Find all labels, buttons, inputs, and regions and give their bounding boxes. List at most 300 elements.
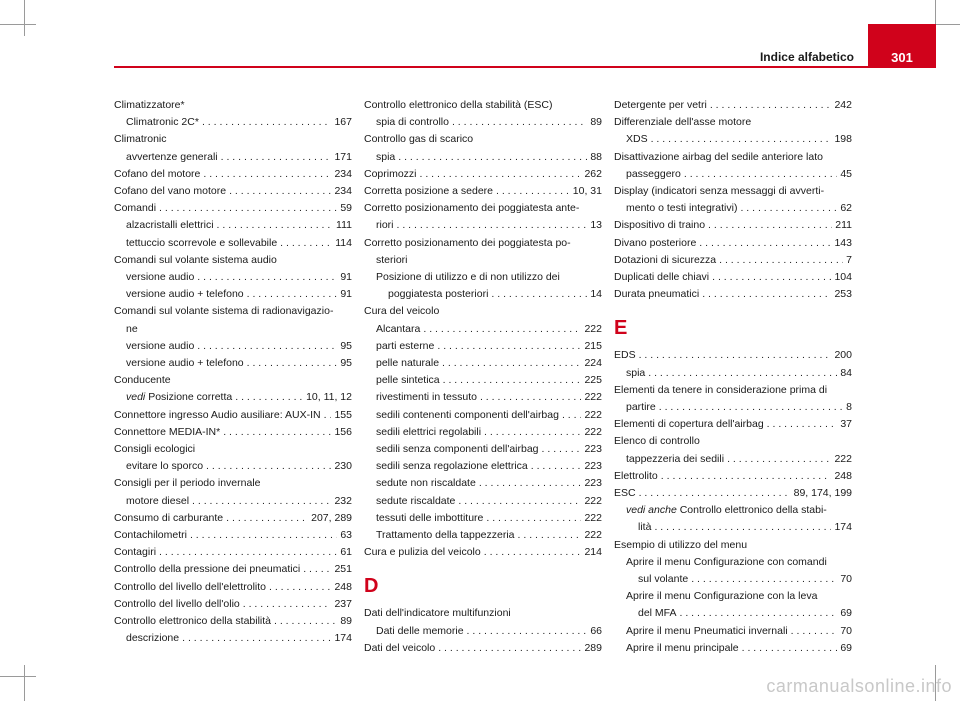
page-reference: 171 xyxy=(334,150,352,163)
entry-text: Corretto posizionamento dei poggiatesta po- xyxy=(364,236,571,249)
page-reference: 84 xyxy=(840,366,852,379)
entry-text: Durata pneumatici xyxy=(614,288,700,301)
page-reference: 289 xyxy=(584,641,602,654)
index-subentry xyxy=(114,286,352,303)
entry-text: Consumo di carburante xyxy=(114,511,224,524)
index-entry xyxy=(614,433,852,450)
index-entry xyxy=(114,166,352,183)
leader-dots xyxy=(680,605,838,622)
page-reference: 156 xyxy=(334,425,352,438)
leader-dots xyxy=(202,114,332,131)
entry-text: ne xyxy=(126,322,138,335)
index-entry xyxy=(614,149,852,183)
leader-dots xyxy=(496,183,570,200)
index-subentry xyxy=(114,355,352,372)
page-reference: 242 xyxy=(834,99,852,111)
page-reference: 59 xyxy=(340,202,352,215)
index-entry xyxy=(614,183,852,217)
index-column-2 xyxy=(364,97,602,657)
page-reference: 223 xyxy=(584,460,602,473)
leader-dots xyxy=(217,217,334,234)
leader-dots xyxy=(420,166,582,183)
entry-text: versione audio + telefono xyxy=(126,357,244,370)
entry-text: Elementi da tenere in considerazione prima di xyxy=(614,383,828,396)
entry-text: Esempio di utilizzo del menu xyxy=(614,538,748,551)
page-reference: 237 xyxy=(334,597,352,610)
entry-text: Detergente per vetri xyxy=(614,99,707,111)
leader-dots xyxy=(659,399,843,416)
leader-dots xyxy=(651,131,832,148)
entry-text: Differenziale dell'asse motore xyxy=(614,116,752,129)
index-entry xyxy=(114,613,352,630)
entry-text: sedute riscaldate xyxy=(376,494,456,507)
entry-text: vedi Posizione corretta xyxy=(126,391,233,404)
index-entry xyxy=(364,544,602,561)
entry-text: Controllo del livello dell'elettrolito xyxy=(114,580,266,593)
entry-text: Contagiri xyxy=(114,546,157,559)
index-subentry xyxy=(364,114,602,131)
index-subentry xyxy=(114,338,352,355)
index-entry xyxy=(614,114,852,131)
leader-dots xyxy=(691,571,837,588)
index-column-3 xyxy=(614,97,852,657)
page-reference: 70 xyxy=(840,624,852,637)
page-reference: 88 xyxy=(590,150,602,163)
leader-dots xyxy=(562,407,582,424)
page-reference: 91 xyxy=(340,271,352,284)
index-entry xyxy=(114,424,352,441)
index-column-1 xyxy=(114,97,352,648)
leader-dots xyxy=(192,493,331,510)
entry-text: spia di controllo xyxy=(376,116,449,129)
index-entry xyxy=(114,475,352,492)
leader-dots xyxy=(518,527,582,544)
page-reference: 234 xyxy=(334,167,352,180)
index-entry xyxy=(114,596,352,613)
entry-text: steriori xyxy=(376,253,408,266)
entry-text: Conducente xyxy=(114,374,171,387)
index-subentry xyxy=(114,217,352,234)
entry-text: Aprire il menu Configurazione con comandi xyxy=(626,555,827,568)
entry-text: Connettore ingresso Audio ausiliare: AUX-IN xyxy=(114,408,321,421)
section-letter: E xyxy=(614,317,628,340)
index-entry xyxy=(364,166,602,183)
entry-text: Climatronic 2C* xyxy=(126,116,199,129)
entry-text: sedute non riscaldate xyxy=(376,477,476,490)
entry-text: tettuccio scorrevole e sollevabile xyxy=(126,236,278,249)
index-subentry xyxy=(364,149,602,166)
index-subentry xyxy=(364,424,602,441)
leader-dots xyxy=(486,510,581,527)
index-entry xyxy=(614,217,852,234)
index-entry xyxy=(614,286,852,303)
entry-text: Elementi di copertura dell'airbag xyxy=(614,418,764,431)
leader-dots xyxy=(484,424,581,441)
entry-text: Comandi sul volante sistema di radionavigazio- xyxy=(114,305,334,318)
index-entry xyxy=(364,200,602,234)
index-subentry xyxy=(614,554,852,588)
leader-dots xyxy=(648,365,837,382)
page-reference: 222 xyxy=(584,425,602,438)
entry-text: sedili senza componenti dell'airbag xyxy=(376,443,539,456)
entry-text: parti esterne xyxy=(376,339,435,352)
entry-text: Connettore MEDIA-IN* xyxy=(114,425,221,438)
leader-dots xyxy=(491,286,587,303)
entry-text: alzacristalli elettrici xyxy=(126,219,214,232)
index-entry xyxy=(614,382,852,416)
entry-text: EDS xyxy=(614,349,636,362)
index-subentry xyxy=(364,493,602,510)
entry-text: avvertenze generali xyxy=(126,150,218,163)
page-reference: 232 xyxy=(334,494,352,507)
leader-dots xyxy=(247,355,338,372)
page-reference: 7 xyxy=(846,253,852,266)
leader-dots xyxy=(684,166,837,183)
index-entry xyxy=(614,485,852,502)
page-reference: 222 xyxy=(834,452,852,465)
index-subentry xyxy=(614,131,852,148)
index-subentry xyxy=(364,441,602,458)
index-entry xyxy=(614,347,852,364)
page-number: 301 xyxy=(868,24,936,67)
entry-text: Controllo della pressione dei pneumatici xyxy=(114,563,301,576)
leader-dots xyxy=(274,613,337,630)
watermark: carmanualsonline.info xyxy=(766,676,952,696)
index-subentry xyxy=(614,451,852,468)
index-subentry xyxy=(364,623,602,640)
leader-dots xyxy=(223,424,331,441)
index-entry xyxy=(364,303,602,320)
leader-dots xyxy=(159,200,337,217)
entry-text: Elettrolito xyxy=(614,469,658,482)
leader-dots xyxy=(443,372,582,389)
entry-text: Divano posteriore xyxy=(614,236,697,249)
entry-text: Controllo gas di scarico xyxy=(364,133,474,146)
entry-text: versione audio + telefono xyxy=(126,288,244,301)
entry-text: Cofano del vano motore xyxy=(114,185,227,198)
index-entry xyxy=(364,183,602,200)
page-reference: 63 xyxy=(340,529,352,542)
index-entry xyxy=(114,131,352,148)
entry-text: sul volante xyxy=(638,573,689,586)
page-reference: 174 xyxy=(334,632,352,645)
leader-dots xyxy=(203,166,331,183)
entry-text: Consigli ecologici xyxy=(114,443,196,456)
index-subentry xyxy=(364,372,602,389)
leader-dots xyxy=(479,475,582,492)
leader-dots xyxy=(712,269,831,286)
leader-dots xyxy=(190,527,337,544)
page-reference: 223 xyxy=(584,477,602,490)
entry-text: poggiatesta posteriori xyxy=(388,288,489,301)
index-entry xyxy=(364,97,602,114)
index-subentry xyxy=(364,407,602,424)
leader-dots xyxy=(159,544,337,561)
crop-mark xyxy=(24,0,25,36)
leader-dots xyxy=(699,235,831,252)
index-entry xyxy=(364,131,602,148)
entry-text: Dotazioni di sicurezza xyxy=(614,253,717,266)
page-reference: 230 xyxy=(334,460,352,473)
leader-dots xyxy=(791,623,838,640)
leader-dots xyxy=(702,286,831,303)
index-subentry xyxy=(614,588,852,622)
index-entry xyxy=(114,303,352,337)
leader-dots xyxy=(542,441,582,458)
page-reference: 37 xyxy=(840,418,852,431)
entry-text: Controllo elettronico della stabilità (ESC) xyxy=(364,99,553,111)
index-subentry xyxy=(114,114,352,131)
entry-text: lità xyxy=(638,521,652,534)
index-subentry xyxy=(364,510,602,527)
leader-dots xyxy=(280,235,332,252)
index-entry xyxy=(114,372,352,389)
entry-text: sedili contenenti componenti dell'airbag xyxy=(376,408,559,421)
entry-text: rivestimenti in tessuto xyxy=(376,391,477,404)
index-subentry xyxy=(114,630,352,647)
page-reference: 207, 289 xyxy=(311,511,352,524)
index-subentry xyxy=(614,623,852,640)
page-reference: 89, 174, 199 xyxy=(793,487,852,500)
entry-text: Dati dell'indicatore multifunzioni xyxy=(364,607,511,620)
section-letter: D xyxy=(364,575,379,598)
leader-dots xyxy=(397,217,588,234)
page-reference: 222 xyxy=(584,408,602,421)
page-reference: 111 xyxy=(336,219,352,232)
page-reference: 222 xyxy=(584,322,602,335)
index-subentry xyxy=(114,458,352,475)
leader-dots xyxy=(243,596,332,613)
page-reference: 225 xyxy=(584,374,602,387)
index-entry xyxy=(614,97,852,114)
entry-text: Dati delle memorie xyxy=(376,624,464,637)
index-subentry xyxy=(364,527,602,544)
entry-text: Duplicati delle chiavi xyxy=(614,271,710,284)
page-reference: 91 xyxy=(340,288,352,301)
entry-text: sedili senza regolazione elettrica xyxy=(376,460,528,473)
leader-dots xyxy=(206,458,331,475)
entry-text: spia xyxy=(626,366,646,379)
entry-text: versione audio xyxy=(126,339,195,352)
index-subentry xyxy=(614,502,852,536)
leader-dots xyxy=(229,183,331,200)
leader-dots xyxy=(442,355,581,372)
leader-dots xyxy=(226,510,308,527)
index-entry xyxy=(114,579,352,596)
page-reference: 62 xyxy=(840,202,852,215)
crop-mark xyxy=(0,676,36,677)
index-entry xyxy=(364,640,602,657)
leader-dots xyxy=(708,217,832,234)
page-reference: 8 xyxy=(846,401,852,414)
entry-text: Aprire il menu Pneumatici invernali xyxy=(626,624,788,637)
index-entry xyxy=(614,416,852,433)
page-reference: 13 xyxy=(590,219,602,232)
leader-dots xyxy=(531,458,582,475)
entry-text: XDS xyxy=(626,133,648,146)
page-reference: 262 xyxy=(584,167,602,180)
index-entry xyxy=(614,235,852,252)
index-entry xyxy=(114,544,352,561)
leader-dots xyxy=(324,407,332,424)
index-subentry xyxy=(114,389,352,406)
leader-dots xyxy=(727,451,831,468)
leader-dots xyxy=(303,561,331,578)
page-reference: 66 xyxy=(590,624,602,637)
leader-dots xyxy=(742,640,838,657)
entry-text: Cura del veicolo xyxy=(364,305,440,318)
page-reference: 251 xyxy=(334,563,352,576)
entry-text: Contachilometri xyxy=(114,529,187,542)
entry-text: Corretta posizione a sedere xyxy=(364,185,493,198)
index-entry xyxy=(364,235,602,269)
entry-text: riori xyxy=(376,219,394,232)
header-rule xyxy=(114,66,936,68)
page-reference: 10, 11, 12 xyxy=(306,391,352,404)
page-reference: 69 xyxy=(840,641,852,654)
leader-dots xyxy=(740,200,837,217)
index-subentry xyxy=(364,321,602,338)
entry-text: Coprimozzi xyxy=(364,167,417,180)
leader-dots xyxy=(639,485,791,502)
entry-text: Controllo elettronico della stabilità xyxy=(114,615,272,628)
leader-dots xyxy=(484,544,582,561)
page-reference: 224 xyxy=(584,357,602,370)
entry-text: tappezzeria dei sedili xyxy=(626,452,725,465)
index-entry xyxy=(114,252,352,269)
entry-text: tessuti delle imbottiture xyxy=(376,511,484,524)
entry-text: Comandi sul volante sistema audio xyxy=(114,253,277,266)
page-reference: 69 xyxy=(840,607,852,620)
index-subentry xyxy=(114,235,352,252)
page-reference: 200 xyxy=(834,349,852,362)
entry-text: ESC xyxy=(614,487,636,500)
index-entry xyxy=(614,252,852,269)
page-reference: 14 xyxy=(590,288,602,301)
leader-dots xyxy=(639,347,832,364)
page-reference: 198 xyxy=(834,133,852,146)
page-reference: 211 xyxy=(835,219,852,232)
cross-reference-prefix: vedi xyxy=(126,391,149,404)
leader-dots xyxy=(197,269,337,286)
leader-dots xyxy=(197,338,337,355)
page-reference: 174 xyxy=(834,521,852,534)
index-entry xyxy=(114,200,352,217)
entry-text: Consigli per il periodo invernale xyxy=(114,477,261,490)
page-reference: 222 xyxy=(584,391,602,404)
leader-dots xyxy=(719,252,843,269)
page-reference: 248 xyxy=(834,469,852,482)
entry-text: Cura e pulizia del veicolo xyxy=(364,546,481,559)
page-reference: 167 xyxy=(334,116,352,129)
index-subentry xyxy=(364,269,602,303)
page-reference: 234 xyxy=(334,185,352,198)
page-reference: 104 xyxy=(834,271,852,284)
page-reference: 248 xyxy=(334,580,352,593)
index-entry xyxy=(114,561,352,578)
entry-text: Aprire il menu principale xyxy=(626,641,739,654)
entry-text: Controllo del livello dell'olio xyxy=(114,597,240,610)
page-title: Indice alfabetico xyxy=(759,50,854,64)
index-entry xyxy=(114,97,352,114)
index-subentry xyxy=(114,493,352,510)
index-subentry xyxy=(114,149,352,166)
page-reference: 61 xyxy=(340,546,352,559)
entry-text: sedili elettrici regolabili xyxy=(376,425,482,438)
index-entry xyxy=(114,407,352,424)
leader-dots xyxy=(467,623,588,640)
page-reference: 215 xyxy=(584,339,602,352)
index-subentry xyxy=(364,355,602,372)
entry-text: Aprire il menu Configurazione con la leva xyxy=(626,590,818,603)
index-entry xyxy=(364,605,602,622)
entry-text: vedi anche Controllo elettronico della stabi- xyxy=(626,504,827,517)
entry-text: Alcantara xyxy=(376,322,421,335)
page-reference: 89 xyxy=(590,116,602,129)
entry-text: del MFA xyxy=(638,607,677,620)
leader-dots xyxy=(661,468,832,485)
entry-text: passeggero xyxy=(626,167,681,180)
page-reference: 214 xyxy=(584,546,602,559)
leader-dots xyxy=(710,97,832,114)
entry-text: Display (indicatori senza messaggi di avverti- xyxy=(614,185,825,198)
leader-dots xyxy=(398,149,587,166)
leader-dots xyxy=(438,640,581,657)
page-reference: 95 xyxy=(340,357,352,370)
index-entry xyxy=(614,269,852,286)
page-reference: 223 xyxy=(584,443,602,456)
page-reference: 253 xyxy=(834,288,852,301)
entry-text: Comandi xyxy=(114,202,157,215)
leader-dots xyxy=(458,493,581,510)
page-reference: 222 xyxy=(584,529,602,542)
index-entry xyxy=(114,441,352,458)
entry-text: Dispositivo di traino xyxy=(614,219,706,232)
page-reference: 45 xyxy=(840,167,852,180)
index-subentry xyxy=(364,338,602,355)
entry-text: partire xyxy=(626,401,656,414)
entry-text: Disattivazione airbag del sedile anteriore lato xyxy=(614,150,823,163)
page-reference: 70 xyxy=(840,573,852,586)
entry-text: versione audio xyxy=(126,271,195,284)
index-subentry xyxy=(114,269,352,286)
index-subentry xyxy=(364,389,602,406)
index-subentry xyxy=(364,475,602,492)
index-entry xyxy=(114,183,352,200)
entry-text: Corretto posizionamento dei poggiatesta ante- xyxy=(364,202,580,215)
index-entry xyxy=(114,510,352,527)
leader-dots xyxy=(269,579,331,596)
leader-dots xyxy=(235,389,303,406)
index-entry xyxy=(114,527,352,544)
leader-dots xyxy=(767,416,838,433)
crop-mark xyxy=(0,24,36,25)
entry-text: pelle sintetica xyxy=(376,374,440,387)
entry-text: Cofano del motore xyxy=(114,167,201,180)
index-subentry xyxy=(614,640,852,657)
page-reference: 10, 31 xyxy=(572,185,602,198)
leader-dots xyxy=(247,286,338,303)
page-reference: 155 xyxy=(334,408,352,421)
leader-dots xyxy=(654,519,831,536)
entry-text: evitare lo sporco xyxy=(126,460,204,473)
leader-dots xyxy=(423,321,581,338)
page-reference: 222 xyxy=(584,494,602,507)
leader-dots xyxy=(437,338,581,355)
entry-text: pelle naturale xyxy=(376,357,440,370)
crop-mark xyxy=(24,665,25,701)
leader-dots xyxy=(452,114,587,131)
